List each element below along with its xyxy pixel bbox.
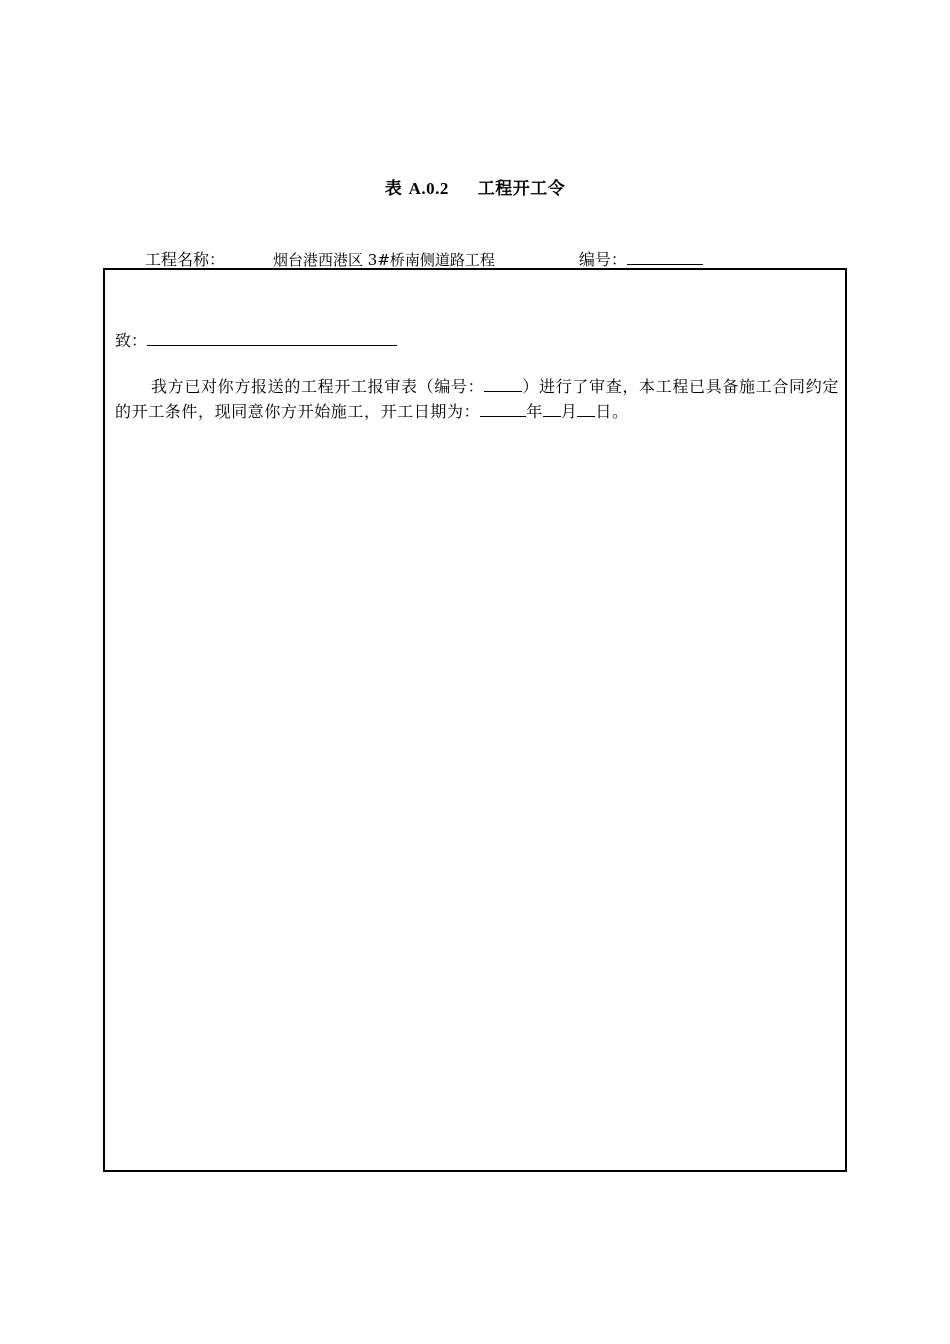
start-month-field[interactable] <box>543 402 561 417</box>
title-name: 工程开工令 <box>477 179 566 199</box>
body-part1: 我方已对你方报送的工程开工报审表（编号： <box>151 377 485 396</box>
year-label: 年 <box>526 402 543 421</box>
header-line <box>145 247 703 270</box>
addressee-field[interactable] <box>147 331 397 346</box>
number-field[interactable] <box>627 250 703 265</box>
document-title <box>0 174 950 199</box>
month-label: 月 <box>560 402 578 421</box>
body-part2: ）进行了审查，本工程已具备施工合同约定的开工条件，现同意你方开始施工，开工日期为： <box>115 377 839 421</box>
number-label: 编号： <box>578 250 627 269</box>
to-label: 致： <box>115 331 148 350</box>
day-label: 日。 <box>595 402 629 421</box>
title-code: A.0.2 <box>408 179 449 198</box>
project-name-field[interactable]: 烟台港西港区 3#桥南侧道路工程 <box>225 251 579 270</box>
form-frame <box>103 268 847 1172</box>
addressee-line <box>115 328 397 351</box>
start-year-field[interactable] <box>480 402 526 417</box>
start-day-field[interactable] <box>577 402 595 417</box>
title-prefix: 表 <box>384 179 403 199</box>
report-number-field[interactable] <box>484 377 522 392</box>
order-body <box>115 374 839 424</box>
project-label: 工程名称： <box>145 250 226 269</box>
